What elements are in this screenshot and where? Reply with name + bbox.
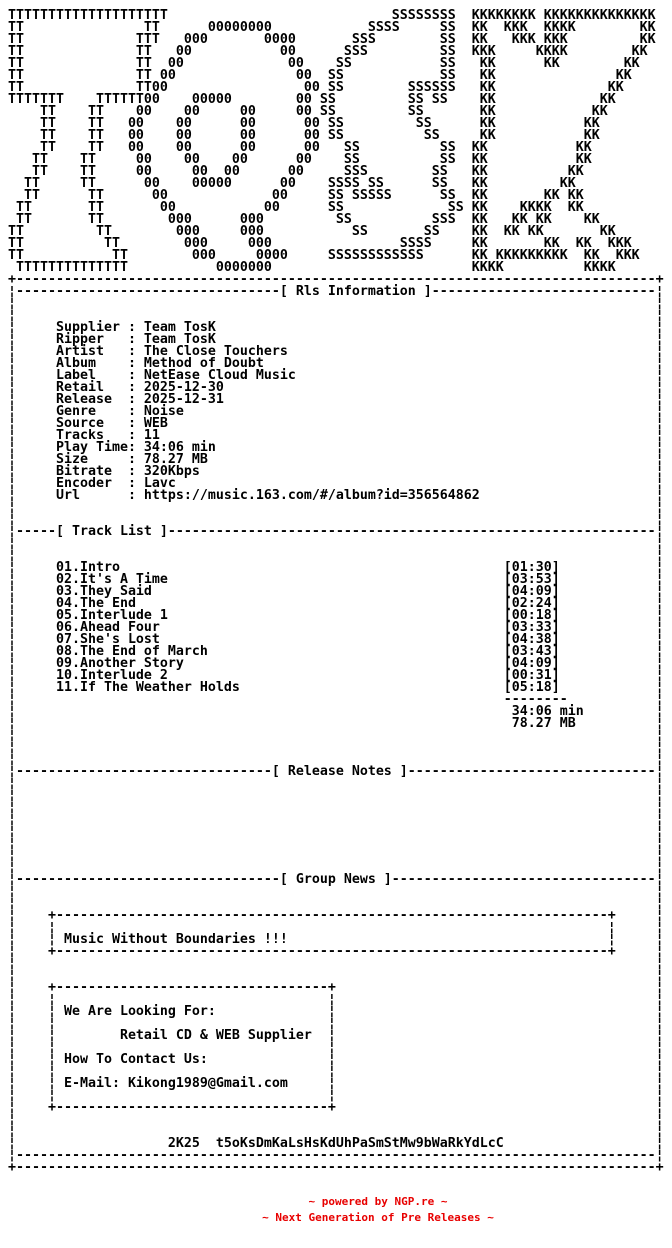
nfo-text: +--------------------------------------------------------------------------------+ ¦---------------------------------[ Rls Information ]----------------------------¦ ¦ ¦ ¦ ¦ ¦ Supplier : Team TosK ¦ ¦ Ripper : Team TosK ¦ ¦ Artist : The Close Touchers ¦ ¦ Album : Method of Doubt ¦ ¦ Label : NetEase Cloud Music ¦ ¦ Retail : 2025-12-30 ¦ ¦ Release : 2025-12-31 ¦ ¦ Genre : Noise ¦ ¦ Source : WEB ¦ ¦ Tracks : 11 ¦ ¦ Play Time: 34:06 min ¦ ¦ Size : 78.27 MB ¦ ¦ Bitrate : 320Kbps ¦ ¦ Encoder : Lavc ¦ ¦ Url : https://music.163.com/#/album?id=356564862 ¦ ¦ ¦ ¦ ¦ ¦-----[ Track List ]-------------------------------------------------------------¦ ¦ ¦ ¦ ¦ ¦ 01.Intro [01:30] ¦ ¦ 02.It's A Time [03:53] ¦ ¦ 03.They Said [04:09] ¦ ¦ 04.The End [02:24] ¦ ¦ 05.Interlude 1 [00:18] ¦ ¦ 06.Ahead Four [03:33] ¦ ¦ 07.She's Lost [04:38] ¦ ¦ 08.The End of March [03:43] ¦ ¦ 09.Another Story [04:09] ¦ ¦ 10.Interlude 2 [00:31] ¦ ¦ 11.If The Weather Holds [05:18] ¦ ¦ -------- ¦ ¦ 34:06 min ¦ ¦ 78.27 MB ¦ ¦ ¦ ¦ ¦ ¦ ¦ ¦--------------------------------[ Release Notes ]-------------------------------¦ ¦ ¦ ¦ ¦ ¦ ¦ ¦ ¦ ¦ ¦ ¦ ¦ ¦ ¦ ¦ ¦ ¦---------------------------------[ Group News ]---------------------------------¦ ¦ ¦ ¦ ¦ ¦ +---------------------------------------------------------------------+ ¦ ¦ ¦ ¦ ¦ ¦ ¦ Music Without Boundaries !!! ¦ ¦ ¦ +---------------------------------------------------------------------+ ¦ ¦ ¦ ¦ ¦ ¦ +----------------------------------+ ¦ ¦ ¦ ¦ ¦ ¦ ¦ We Are Looking For: ¦ ¦ ¦ ¦ ¦ ¦ ¦ ¦ Retail CD & WEB Supplier ¦ ¦ ¦ ¦ ¦ ¦ ¦ ¦ How To Contact Us: ¦ ¦ ¦ ¦ ¦ ¦ ¦ ¦ E-Mail: Kikong1989@Gmail.com ¦ ¦ ¦ ¦ ¦ ¦ ¦ +----------------------------------+ ¦ ¦ ¦ ¦ ¦ ¦ 2K25 t5oKsDmKaLsHsKdUhPaSmStMw9bWaRkYdLcC ¦ ¦--------------------------------------------------------------------------------¦ +--------------------------------------------------------------------------------+ bbox=[8, 272, 664, 1175]
ascii-logo-tosk: TTTTTTTTTTTTTTTTTTTT SSSSSSSS KKKKKKKK KKKKKKKKKKKKKK TT TT 00000000 SSSS SS KK KKK KKKK KK TT TTT 000 0000 SSS SS KK KKK KKK KK TT TT 00 00 SSS SS KKK KKKK KK TT TT 00 00 SS SS KK KK KK TT TT 00 00 SS SS KK KK TT TT00 00 SS SSSSSS KK KK TTTTTTT TTTTTT00 00000 00 SS SS SS KK KK TT TT 00 00 00 00 SS SS KK KK TT TT 00 00 00 00 SS SS KK KK TT TT 00 00 00 00 SS SS KK KK TT TT 00 00 00 00 SS SS KK KK TT TT 00 00 00 00 SS SS KK KK TT TT 00 00 00 00 SSS SS KK KK TT TT 00 00000 00 SSSS SS SS KK KK TT TT 00 00 SS SSSSS SS KK KK KK TT TT 00 00 SS SS KK KKKK KK TT TT 000 000 SS SSS KK KK KK KK TT TT 000 000 SS SS KK KK KK KK TT TT 000 000 SSSS KK KK KK KKK TT TT 000 0000 SSSSSSSSSSSS KK KKKKKKKKK KK KKK TTTTTTTTTTTTTT 0000000 KKKK KKKK bbox=[8, 8, 656, 275]
footer-credits bbox=[58, 1194, 672, 1226]
footer-tagline: ~ Next Generation of Pre Releases ~ bbox=[262, 1211, 494, 1224]
footer-powered-by: ~ powered by NGP.re ~ bbox=[308, 1195, 448, 1208]
